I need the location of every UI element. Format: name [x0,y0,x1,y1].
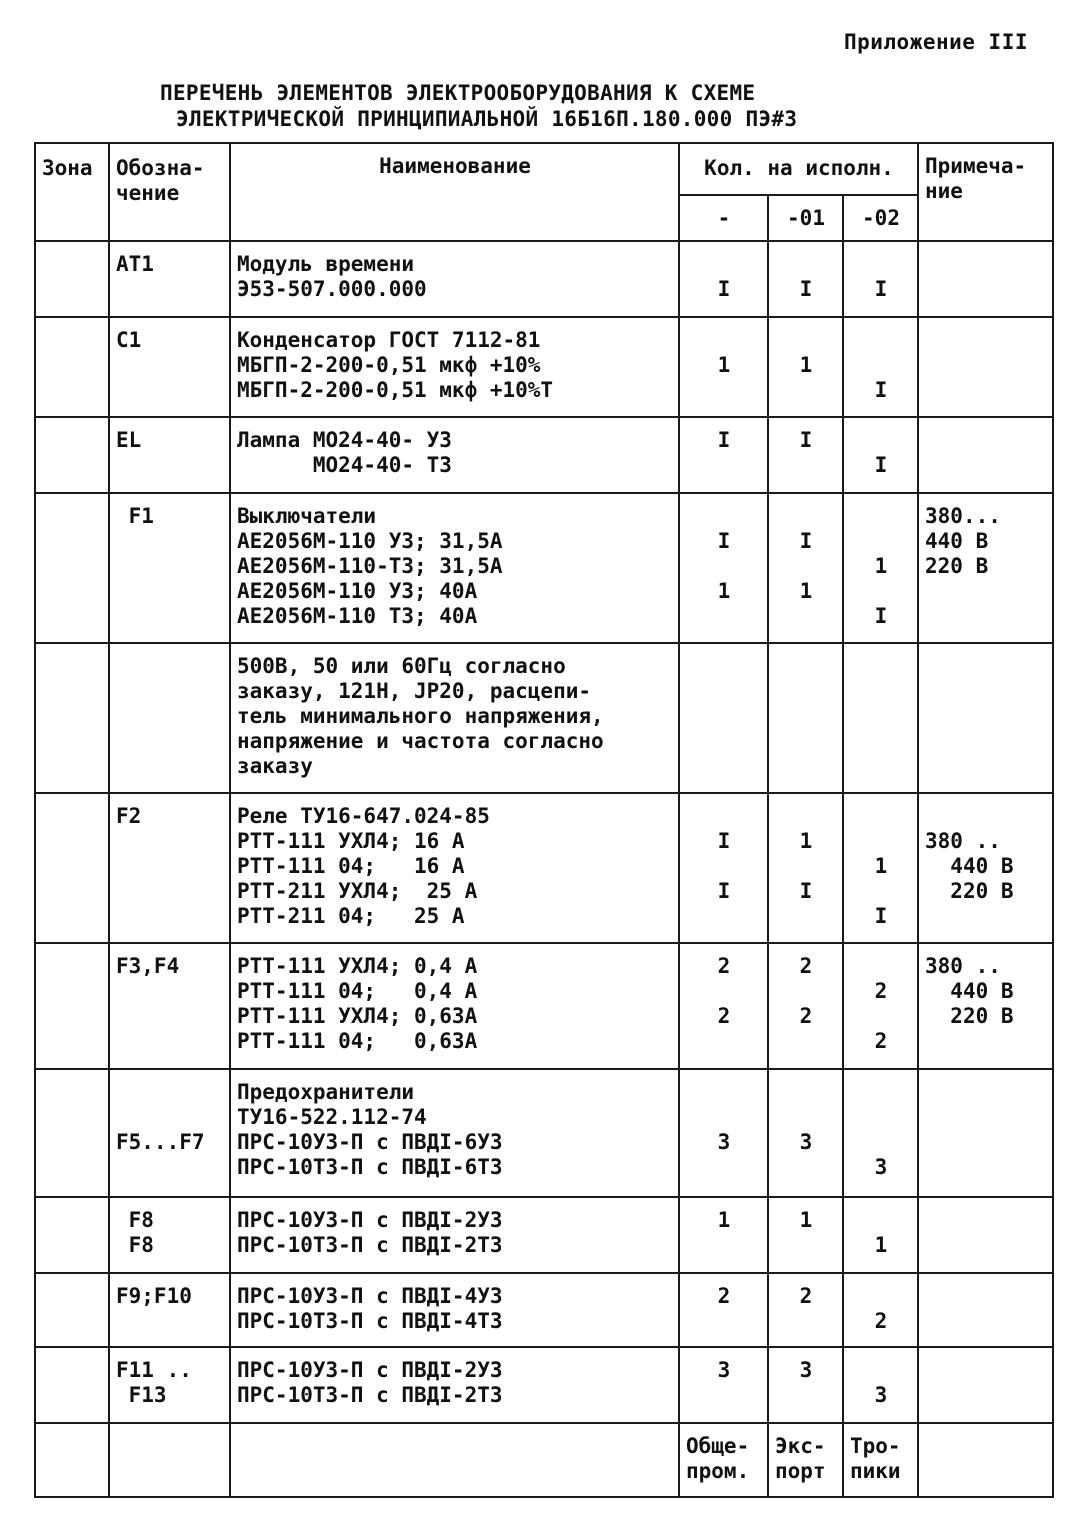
header-variant-base: - [679,195,768,241]
row-qty-base: I [679,241,768,317]
header-note: Примеча- ние [918,143,1053,241]
elements-table [34,142,1054,1498]
row-qty-02: 1 I [843,793,918,943]
row-zone [35,793,109,943]
table-row [35,417,1053,493]
row-designation: F5...F7 [109,1069,230,1197]
row-note [918,1347,1053,1423]
row-zone [35,643,109,793]
row-designation: C1 [109,317,230,417]
header-zona: Зона [35,143,109,241]
header-name: Наименование [230,143,679,241]
row-name: Конденсатор ГОСТ 7112-81 МБГП-2-200-0,51 мкф +10% МБГП-2-200-0,51 мкф +10%Т [230,317,679,417]
row-qty-01 [768,643,843,793]
row-qty-01: 2 2 [768,943,843,1069]
row-qty-02: 1 I [843,493,918,643]
row-qty-base: 3 [679,1347,768,1423]
footer-variant-02: Тро- пики [843,1423,918,1497]
row-note: 380... 440 В 220 В [918,493,1053,643]
footer-variant-base: Обще- пром. [679,1423,768,1497]
row-qty-02: I [843,317,918,417]
document-title [160,80,797,132]
row-zone [35,943,109,1069]
footer-designation [109,1423,230,1497]
row-qty-02: 3 [843,1069,918,1197]
header-variant-02: -02 [843,195,918,241]
row-qty-02 [843,643,918,793]
header-variant-01: -01 [768,195,843,241]
title-line-2: ЭЛЕКТРИЧЕСКОЙ ПРИНЦИПИАЛЬНОЙ 16Б16П.180.000 ПЭ#3 [176,107,798,131]
row-name: Лампа МО24-40- У3 МО24-40- Т3 [230,417,679,493]
header-quantity: Кол. на исполн. [679,143,918,195]
row-zone [35,1347,109,1423]
row-qty-base: 2 [679,1273,768,1347]
row-zone [35,1069,109,1197]
row-zone [35,1197,109,1273]
row-note [918,643,1053,793]
row-designation [109,643,230,793]
table-row [35,1069,1053,1197]
row-note: 380 .. 440 В 220 В [918,943,1053,1069]
row-qty-base: I I [679,793,768,943]
row-designation: F1 [109,493,230,643]
row-zone [35,241,109,317]
row-qty-01: 1 I [768,793,843,943]
row-zone [35,317,109,417]
footer-name [230,1423,679,1497]
row-qty-base [679,643,768,793]
row-designation: F9;F10 [109,1273,230,1347]
row-zone [35,1273,109,1347]
footer-note [918,1423,1053,1497]
row-qty-01: 3 [768,1069,843,1197]
row-name: 500В, 50 или 60Гц согласно заказу, 121Н, JP20, расцепи- тель минимального напряжения, напряжение и частота согласно заказу [230,643,679,793]
appendix-label: Приложение III [843,30,1028,54]
row-qty-02: 2 [843,1273,918,1347]
row-name: ПРС-10У3-П с ПВДI-4У3 ПРС-10Т3-П с ПВДI-4Т3 [230,1273,679,1347]
row-name: Выключатели АЕ2056М-110 У3; 31,5А АЕ2056М-110-Т3; 31,5А АЕ2056М-110 У3; 40А АЕ2056М-110 Т3; 40А [230,493,679,643]
row-designation: EL [109,417,230,493]
row-designation: F3,F4 [109,943,230,1069]
row-qty-base: 1 [679,317,768,417]
footer-zona [35,1423,109,1497]
row-qty-02: I [843,417,918,493]
table-row [35,317,1053,417]
row-qty-base: 3 [679,1069,768,1197]
table-row [35,1273,1053,1347]
title-line-1: ПЕРЕЧЕНЬ ЭЛЕМЕНТОВ ЭЛЕКТРООБОРУДОВАНИЯ К СХЕМЕ [160,81,756,105]
table-row [35,1347,1053,1423]
row-qty-01: 1 [768,1197,843,1273]
row-qty-base: I [679,417,768,493]
row-note: 380 .. 440 В 220 В [918,793,1053,943]
row-note [918,1197,1053,1273]
row-name: РТТ-111 УХЛ4; 0,4 А РТТ-111 04; 0,4 А РТТ-111 УХЛ4; 0,63А РТТ-111 04; 0,63А [230,943,679,1069]
row-name: Реле ТУ16-647.024-85 РТТ-111 УХЛ4; 16 А РТТ-111 04; 16 А РТТ-211 УХЛ4; 25 А РТТ-211 04; 25 А [230,793,679,943]
footer-variant-01: Экс- порт [768,1423,843,1497]
row-zone [35,493,109,643]
row-note [918,1069,1053,1197]
row-qty-01: 3 [768,1347,843,1423]
table-row [35,943,1053,1069]
row-qty-01: 1 [768,317,843,417]
row-qty-01: 2 [768,1273,843,1347]
row-designation: F11 .. F13 [109,1347,230,1423]
row-note [918,317,1053,417]
row-designation: F8 F8 [109,1197,230,1273]
row-designation: F2 [109,793,230,943]
row-zone [35,417,109,493]
row-note [918,417,1053,493]
table-row [35,493,1053,643]
table-row [35,793,1053,943]
row-qty-01: I [768,241,843,317]
row-name: Предохранители ТУ16-522.112-74 ПРС-10У3-П с ПВДI-6У3 ПРС-10Т3-П с ПВДI-6Т3 [230,1069,679,1197]
row-qty-base: I 1 [679,493,768,643]
table-row [35,643,1053,793]
row-name: ПРС-10У3-П с ПВДI-2У3 ПРС-10Т3-П с ПВДI-2Т3 [230,1197,679,1273]
table-row [35,241,1053,317]
header-designation: Обозна- чение [109,143,230,241]
row-qty-01: I 1 [768,493,843,643]
table-row [35,1197,1053,1273]
row-name: ПРС-10У3-П с ПВДI-2У3 ПРС-10Т3-П с ПВДI-2Т3 [230,1347,679,1423]
row-qty-02: 3 [843,1347,918,1423]
row-note [918,1273,1053,1347]
row-qty-02: I [843,241,918,317]
row-note [918,241,1053,317]
row-designation: AT1 [109,241,230,317]
row-qty-base: 1 [679,1197,768,1273]
row-qty-base: 2 2 [679,943,768,1069]
row-qty-01: I [768,417,843,493]
table-body [35,241,1053,1423]
row-qty-02: 2 2 [843,943,918,1069]
row-name: Модуль времени Э53-507.000.000 [230,241,679,317]
row-qty-02: 1 [843,1197,918,1273]
